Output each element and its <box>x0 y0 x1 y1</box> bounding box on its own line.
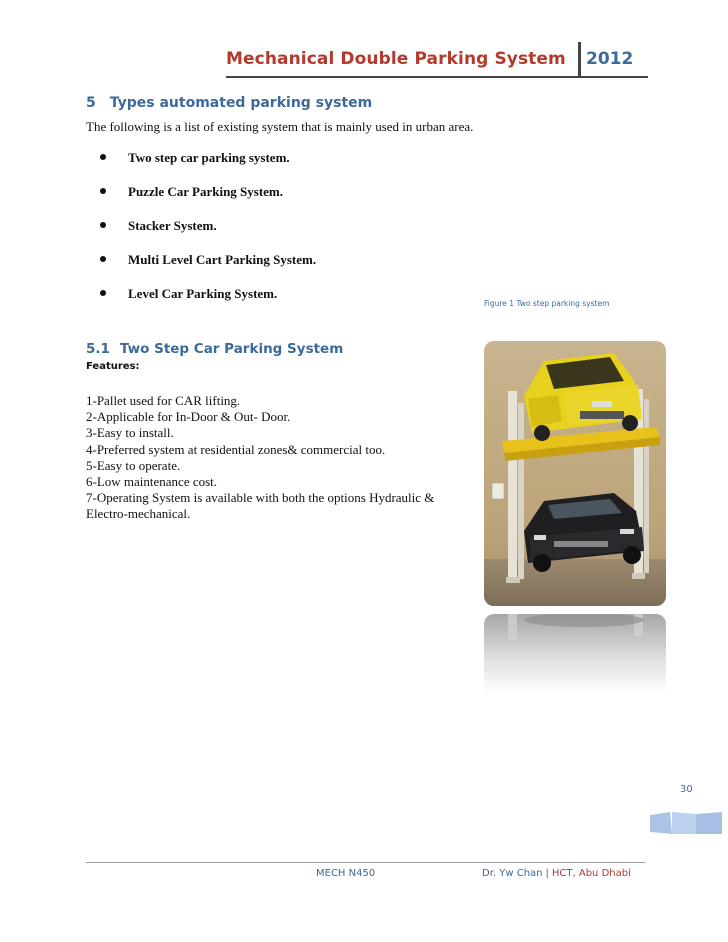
list-item-text: Level Car Parking System. <box>128 286 278 301</box>
list-item <box>100 184 316 218</box>
system-list <box>100 150 316 320</box>
list-item <box>100 286 316 320</box>
feature-line: 2-Applicable for In-Door & Out- Door. <box>86 409 291 425</box>
figure-caption: Figure 1 Two step parking system <box>484 299 610 308</box>
footer-rule <box>86 862 645 863</box>
feature-line: 1-Pallet used for CAR lifting. <box>86 393 241 408</box>
feature-line: 4-Preferred system at residential zones& commercial too. <box>86 441 386 457</box>
section-heading <box>86 95 372 111</box>
feature-line: 7-Operating System is available with both the options Hydraulic & <box>86 490 435 506</box>
subsection-number: 5.1 <box>86 341 110 357</box>
footer-course: MECH N450 <box>316 868 376 879</box>
subsection-heading <box>86 341 343 357</box>
footer-institution: HCT, Abu Dhabi <box>551 868 631 879</box>
footer-attribution <box>482 868 631 879</box>
list-item-text: Stacker System. <box>128 218 217 233</box>
document-header-year: 2012 <box>586 49 634 69</box>
page-tab-graphic <box>650 812 722 834</box>
footer-separator: | <box>545 868 549 879</box>
feature-line: 5-Easy to operate. <box>86 457 181 473</box>
document-header-title: Mechanical Double Parking System <box>226 49 566 69</box>
subsection-title: Two Step Car Parking System <box>119 341 344 357</box>
parking-lift-photo <box>484 341 666 606</box>
list-item-text: Puzzle Car Parking System. <box>128 184 284 199</box>
list-item <box>100 252 316 286</box>
section-intro: The following is a list of existing system that is mainly used in urban area. <box>86 119 474 134</box>
footer-author: Dr. Yw Chan <box>482 868 543 879</box>
feature-line: Electro-mechanical. <box>86 506 191 522</box>
header-underline <box>226 76 648 78</box>
list-item-text: Multi Level Cart Parking System. <box>128 252 317 267</box>
list-item <box>100 218 316 252</box>
bullet-icon <box>100 256 106 262</box>
header-divider <box>578 42 581 77</box>
bullet-icon <box>100 154 106 160</box>
section-title: Types automated parking system <box>109 95 373 111</box>
photo-reflection <box>484 614 666 694</box>
features-list <box>86 393 486 523</box>
list-item-text: Two step car parking system. <box>128 150 290 165</box>
bullet-icon <box>100 290 106 296</box>
list-item <box>100 150 316 184</box>
feature-line: 6-Low maintenance cost. <box>86 474 218 490</box>
features-label: Features: <box>86 361 140 372</box>
feature-line: 3-Easy to install. <box>86 425 174 441</box>
bullet-icon <box>100 188 106 194</box>
page-number: 30 <box>680 784 693 795</box>
bullet-icon <box>100 222 106 228</box>
section-number: 5 <box>86 95 96 111</box>
